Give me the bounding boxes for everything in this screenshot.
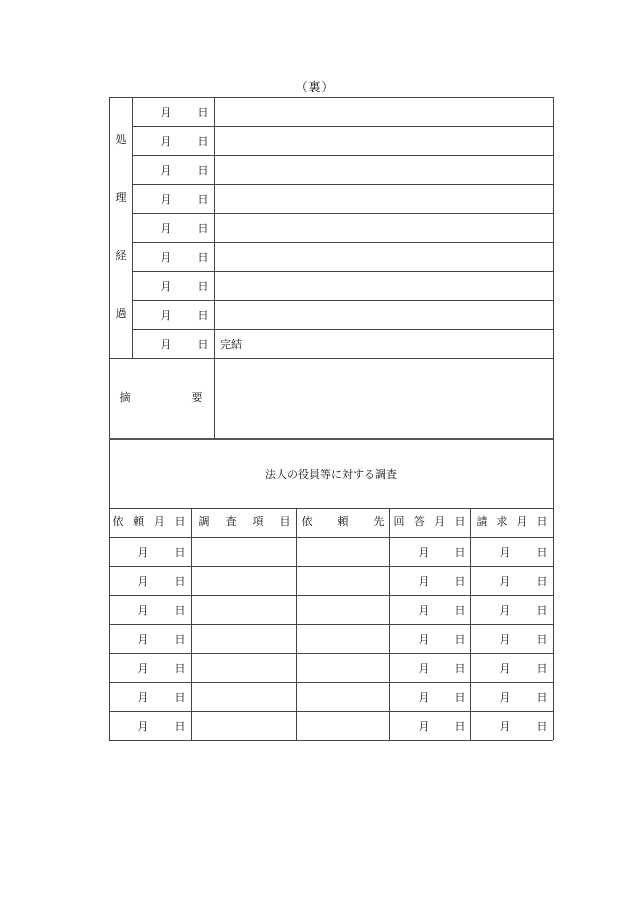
process-row-divider: [132, 126, 553, 127]
reply-day-label: 日: [454, 661, 466, 675]
request-month-label: 月: [137, 574, 149, 588]
claim-day-label: 日: [536, 632, 548, 646]
upper-table-top: [109, 97, 553, 98]
reply-month-label: 月: [418, 719, 430, 733]
request-day-label: 日: [174, 545, 186, 559]
header-reply-date: 月: [434, 515, 446, 528]
process-row-divider: [132, 271, 553, 272]
request-month-label: 月: [137, 661, 149, 675]
investigation-title: 法人の役員等に対する調査: [265, 468, 397, 481]
claim-day-label: 日: [536, 661, 548, 675]
process-side-label-char: 理: [115, 191, 127, 204]
request-day-label: 日: [174, 690, 186, 704]
header-claim-date: 請: [476, 515, 488, 528]
reply-month-label: 月: [418, 690, 430, 704]
header-request-date: 依: [112, 515, 124, 528]
request-month-label: 月: [137, 545, 149, 559]
header-request-date: 日: [174, 515, 186, 528]
header-request-destination: 先: [373, 515, 385, 528]
request-day-label: 日: [174, 632, 186, 646]
header-reply-date: 答: [413, 515, 425, 528]
table-left-border: [109, 97, 110, 740]
reply-day-label: 日: [454, 545, 466, 559]
header-request-date: 頼: [133, 515, 145, 528]
header-claim-date: 求: [496, 515, 508, 528]
process-side-label-char: 過: [115, 307, 127, 320]
request-month-label: 月: [137, 690, 149, 704]
header-investigation-item: 査: [225, 515, 237, 528]
process-day-label: 日: [197, 279, 209, 293]
header-reply-date: 日: [454, 515, 466, 528]
claim-month-label: 月: [499, 545, 511, 559]
process-month-label: 月: [160, 192, 172, 206]
reply-month-label: 月: [418, 603, 430, 617]
header-investigation-item: 目: [279, 515, 291, 528]
claim-month-label: 月: [499, 661, 511, 675]
page-title: （裏）: [295, 80, 335, 94]
claim-month-label: 月: [499, 574, 511, 588]
process-month-label: 月: [160, 163, 172, 177]
investigation-row-divider: [109, 653, 553, 654]
process-day-label: 日: [197, 337, 209, 351]
reply-month-label: 月: [418, 661, 430, 675]
date-column-divider: [214, 97, 215, 439]
request-day-label: 日: [174, 574, 186, 588]
process-month-label: 月: [160, 279, 172, 293]
header-claim-date: 月: [516, 515, 528, 528]
process-row-divider: [132, 155, 553, 156]
header-request-destination: 頼: [337, 515, 349, 528]
header-request-destination: 依: [301, 515, 313, 528]
table-right-border: [553, 97, 554, 740]
process-day-label: 日: [197, 221, 209, 235]
investigation-column-divider: [191, 508, 192, 740]
reply-day-label: 日: [454, 603, 466, 617]
header-request-date: 月: [153, 515, 165, 528]
claim-day-label: 日: [536, 545, 548, 559]
reply-day-label: 日: [454, 632, 466, 646]
reply-day-label: 日: [454, 719, 466, 733]
investigation-row-divider: [109, 740, 553, 741]
process-row-divider: [132, 184, 553, 185]
investigation-row-divider: [109, 595, 553, 596]
process-month-label: 月: [160, 221, 172, 235]
process-row-divider: [132, 213, 553, 214]
request-day-label: 日: [174, 661, 186, 675]
process-month-label: 月: [160, 308, 172, 322]
reply-day-label: 日: [454, 690, 466, 704]
claim-month-label: 月: [499, 690, 511, 704]
process-month-label: 月: [160, 337, 172, 351]
header-investigation-item: 調: [198, 515, 210, 528]
reply-month-label: 月: [418, 632, 430, 646]
request-month-label: 月: [137, 632, 149, 646]
request-day-label: 日: [174, 719, 186, 733]
request-month-label: 月: [137, 603, 149, 617]
process-month-label: 月: [160, 134, 172, 148]
request-day-label: 日: [174, 603, 186, 617]
section-separator: [109, 438, 553, 440]
reply-month-label: 月: [418, 545, 430, 559]
claim-month-label: 月: [499, 632, 511, 646]
claim-month-label: 月: [499, 719, 511, 733]
side-label-divider: [132, 97, 133, 358]
process-row-divider: [132, 300, 553, 301]
process-day-label: 日: [197, 192, 209, 206]
investigation-row-divider: [109, 682, 553, 683]
investigation-column-divider: [389, 508, 390, 740]
header-top-line: [109, 508, 553, 509]
reply-month-label: 月: [418, 574, 430, 588]
process-day-label: 日: [197, 134, 209, 148]
claim-day-label: 日: [536, 574, 548, 588]
reply-day-label: 日: [454, 574, 466, 588]
process-month-label: 月: [160, 105, 172, 119]
investigation-row-divider: [109, 711, 553, 712]
process-day-label: 日: [197, 163, 209, 177]
claim-day-label: 日: [536, 603, 548, 617]
claim-day-label: 日: [536, 690, 548, 704]
investigation-column-divider: [470, 508, 471, 740]
process-row-content: 完結: [220, 337, 242, 351]
process-side-label-char: 処: [115, 133, 127, 146]
investigation-column-divider: [296, 508, 297, 740]
process-month-label: 月: [160, 250, 172, 264]
investigation-row-divider: [109, 624, 553, 625]
investigation-row-divider: [109, 566, 553, 567]
header-bottom-line: [109, 537, 553, 538]
process-row-divider: [132, 242, 553, 243]
process-day-label: 日: [197, 250, 209, 264]
summary-label-char: 要: [191, 391, 203, 404]
claim-day-label: 日: [536, 719, 548, 733]
process-side-label-char: 経: [115, 249, 127, 262]
claim-month-label: 月: [499, 603, 511, 617]
process-day-label: 日: [197, 308, 209, 322]
header-investigation-item: 項: [252, 515, 264, 528]
summary-top-line: [109, 358, 553, 359]
header-reply-date: 回: [393, 515, 405, 528]
summary-label-char: 摘: [119, 391, 131, 404]
process-row-divider: [132, 329, 553, 330]
process-day-label: 日: [197, 105, 209, 119]
header-claim-date: 日: [536, 515, 548, 528]
request-month-label: 月: [137, 719, 149, 733]
